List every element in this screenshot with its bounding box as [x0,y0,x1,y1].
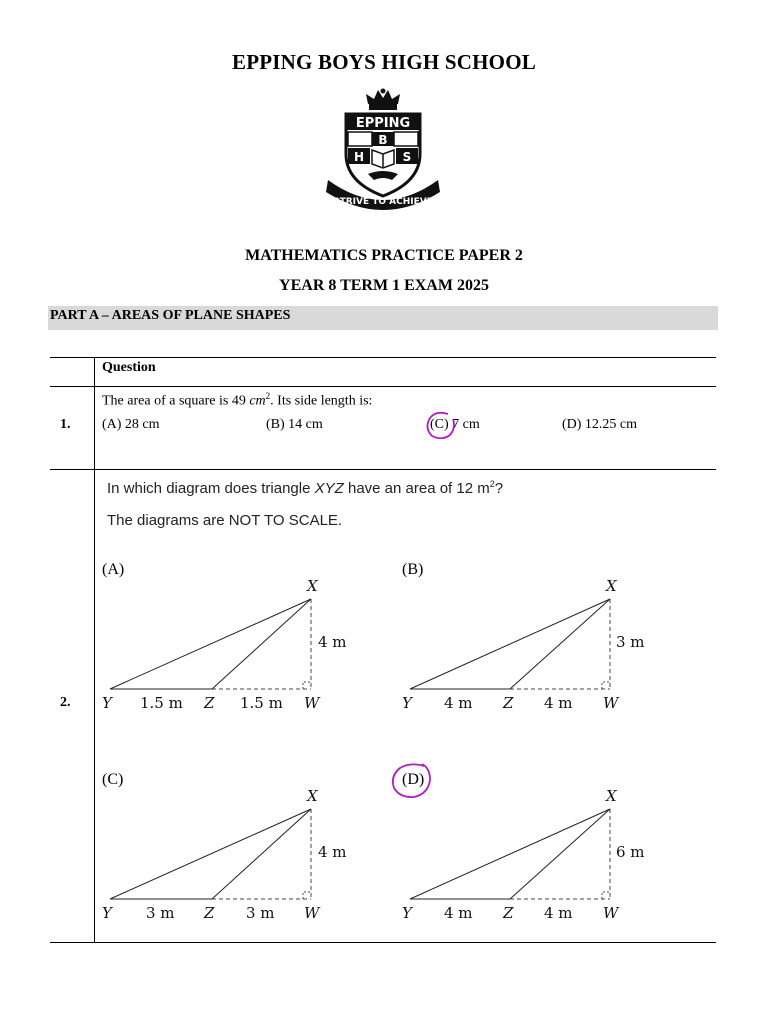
svg-text:X: X [606,787,617,805]
diagram-a-triangle [96,570,366,720]
diagram-c-triangle [96,780,366,930]
diagram-d-label[interactable]: (D) [402,771,425,788]
svg-text:Y: Y [402,694,412,712]
question-1-number: 1. [60,417,71,432]
table-top-border [50,357,716,358]
svg-text:3 m: 3 m [246,904,275,922]
svg-text:EPPING: EPPING [355,116,411,131]
svg-text:H: H [353,150,365,164]
svg-text:3 m: 3 m [146,904,175,922]
part-heading: PART A – AREAS OF PLANE SHAPES [48,306,718,330]
svg-text:S: S [402,150,412,164]
svg-text:4 m: 4 m [444,694,473,712]
question-2-note: The diagrams are NOT TO SCALE. [107,512,343,529]
svg-text:1.5 m: 1.5 m [240,694,283,712]
question-1-option-d[interactable]: (D) 12.25 cm [562,417,638,432]
svg-text:X: X [606,577,617,595]
svg-text:4 m: 4 m [544,694,573,712]
handwritten-circle-mark-q1 [422,408,462,442]
svg-text:1.5 m: 1.5 m [140,694,183,712]
svg-text:W: W [603,904,619,922]
svg-text:W: W [304,694,320,712]
table-bottom-border [50,942,716,943]
svg-text:X: X [307,787,318,805]
diagram-d-triangle [396,780,666,930]
school-name: EPPING BOYS HIGH SCHOOL [232,50,536,74]
svg-text:W: W [603,694,619,712]
question-2-number: 2. [60,695,71,710]
question-2-stem: In which diagram does triangle XYZ have an area of 12 $m^2$? [107,479,504,497]
svg-text:B: B [378,133,388,147]
column-divider [94,357,95,943]
exam-subtitle: YEAR 8 TERM 1 EXAM 2025 [279,277,489,294]
diagram-b-triangle [396,570,666,720]
question-1-option-a[interactable]: (A) 28 cm [102,417,160,432]
row-divider [50,469,716,470]
question-1-option-b[interactable]: (B) 14 cm [266,417,323,432]
diagram-c-label[interactable]: (C) [102,771,124,788]
svg-text:Y: Y [102,694,112,712]
svg-text:4 m: 4 m [444,904,473,922]
table-header-border [50,386,716,387]
crown-icon [366,89,400,111]
diagram-a-label[interactable]: (A) [102,561,125,578]
svg-text:Z: Z [503,694,514,712]
svg-text:Z: Z [204,904,215,922]
svg-text:STRIVE TO ACHIEVE: STRIVE TO ACHIEVE [333,197,433,207]
svg-text:Z: Z [503,904,514,922]
paper-title: MATHEMATICS PRACTICE PAPER 2 [245,247,523,264]
svg-text:4 m: 4 m [318,843,347,861]
svg-text:6 m: 6 m [616,843,645,861]
question-1-stem: The area of a square is 49 $cm^2$. Its side length is: [102,391,373,409]
svg-text:Z: Z [204,694,215,712]
diagram-b-label[interactable]: (B) [402,561,424,578]
svg-text:Y: Y [402,904,412,922]
svg-text:4 m: 4 m [318,633,347,651]
school-crest-logo [322,88,444,218]
svg-text:Y: Y [102,904,112,922]
svg-text:4 m: 4 m [544,904,573,922]
svg-text:3 m: 3 m [616,633,645,651]
question-column-header: Question [102,360,156,375]
question-1-option-c[interactable]: (C) 7 cm [430,417,480,432]
svg-text:X: X [307,577,318,595]
svg-text:W: W [304,904,320,922]
